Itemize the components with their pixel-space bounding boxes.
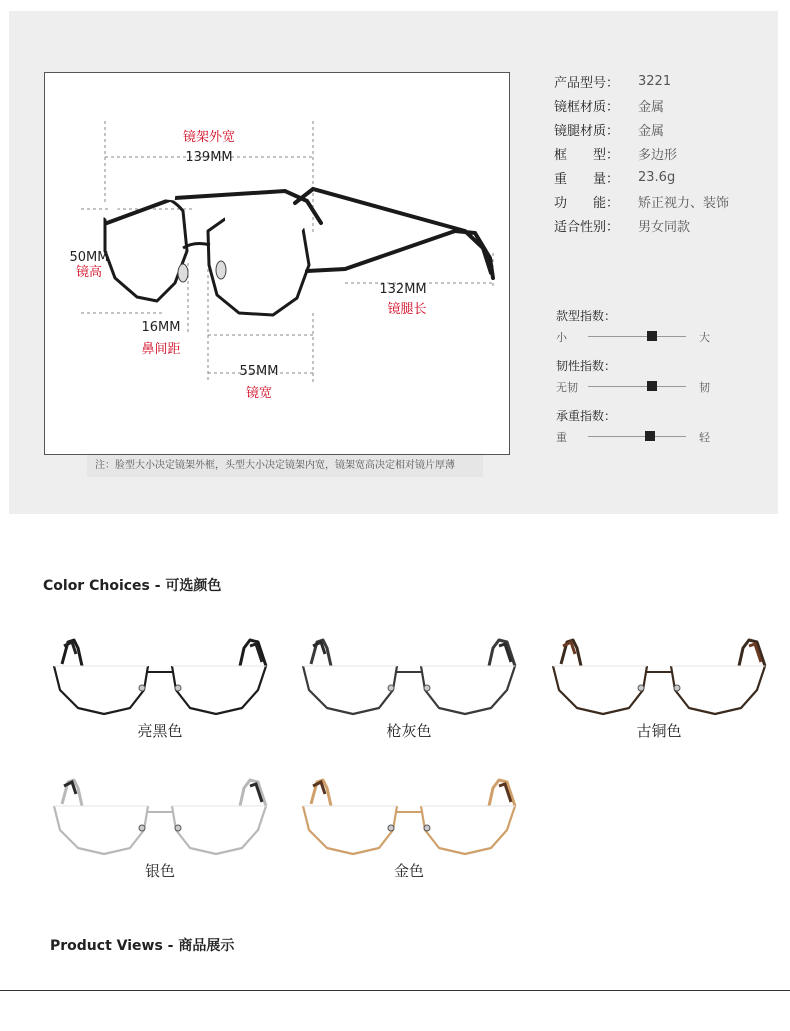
spec-label: 镜腿材质： [554, 123, 620, 139]
index-knob [647, 381, 657, 391]
spec-row-function [554, 189, 764, 213]
spec-label: 镜框材质： [554, 99, 620, 115]
color-choices-heading: Color Choices - 可选颜色 [43, 578, 222, 594]
spec-label: 重 量： [554, 171, 620, 187]
temple-length-value: 132MM [379, 282, 427, 297]
color-option-black[interactable] [44, 622, 276, 742]
spec-label: 适合性别： [554, 219, 620, 235]
glasses-icon [44, 622, 276, 717]
spec-label: 产品型号： [554, 75, 620, 91]
spec-value: 多边形 [638, 147, 678, 163]
spec-list [554, 69, 764, 237]
spec-value: 金属 [638, 123, 665, 139]
index-track [588, 386, 686, 387]
index-left-label: 无韧 [556, 381, 578, 394]
index-style [556, 307, 756, 357]
bridge-value: 16MM [141, 320, 181, 335]
spec-row-model [554, 69, 764, 93]
index-right-label: 大 [699, 331, 710, 344]
glasses-icon [543, 622, 775, 717]
spec-value: 矫正视力、装饰 [638, 195, 730, 211]
product-views-heading: Product Views - 商品展示 [50, 938, 235, 954]
color-option-label: 银色 [144, 862, 175, 880]
spec-section [9, 11, 778, 514]
index-left-label: 重 [556, 431, 567, 444]
glasses-icon [293, 762, 525, 857]
color-option-label: 金色 [393, 862, 424, 880]
index-scale [556, 325, 756, 347]
spec-row-gender [554, 213, 764, 237]
color-option-gold[interactable] [293, 762, 525, 882]
color-option-label: 古铜色 [636, 722, 682, 740]
index-track [588, 436, 686, 437]
spec-value: 23.6g [638, 169, 676, 185]
temple-length-label: 镜腿长 [387, 302, 427, 317]
color-option-bronze[interactable] [543, 622, 775, 742]
bridge-label: 鼻间距 [141, 342, 181, 357]
index-track [588, 336, 686, 337]
index-knob [647, 331, 657, 341]
index-right-label: 韧 [699, 381, 710, 394]
diagram-note: 注：脸型大小决定镜架外框，头型大小决定镜架内宽，镜架宽高决定相对镜片厚薄 [87, 455, 483, 477]
index-left-label: 小 [556, 331, 567, 344]
color-option-label: 枪灰色 [386, 722, 432, 740]
index-scale [556, 425, 756, 447]
glasses-icon [44, 762, 276, 857]
size-diagram [44, 72, 510, 455]
spec-value: 3221 [638, 73, 672, 89]
index-knob [645, 431, 655, 441]
index-title: 承重指数： [556, 409, 617, 423]
spec-row-frame-shape [554, 141, 764, 165]
lens-width-label: 镜宽 [245, 386, 273, 401]
index-load [556, 407, 756, 457]
frame-width-label: 镜架外宽 [182, 130, 236, 145]
spec-row-weight [554, 165, 764, 189]
frame-width-value: 139MM [185, 150, 233, 165]
spec-row-temple-material [554, 117, 764, 141]
index-title: 韧性指数： [556, 359, 617, 373]
index-toughness [556, 357, 756, 407]
color-option-label: 亮黑色 [137, 722, 183, 740]
index-right-label: 轻 [699, 431, 710, 444]
index-list [556, 307, 756, 457]
spec-label: 功 能： [554, 195, 620, 211]
spec-value: 男女同款 [638, 219, 691, 235]
lens-width-value: 55MM [239, 364, 279, 379]
glasses-diagram-illustration [45, 73, 511, 456]
color-option-gunmetal[interactable] [293, 622, 525, 742]
index-title: 款型指数： [556, 309, 617, 323]
lens-height-value: 50MM [69, 250, 109, 265]
index-scale [556, 375, 756, 397]
spec-value: 金属 [638, 99, 665, 115]
spec-label: 框 型： [554, 147, 620, 163]
glasses-icon [293, 622, 525, 717]
color-option-silver[interactable] [44, 762, 276, 882]
spec-row-frame-material [554, 93, 764, 117]
divider [0, 990, 790, 991]
lens-height-label: 镜高 [75, 265, 103, 280]
